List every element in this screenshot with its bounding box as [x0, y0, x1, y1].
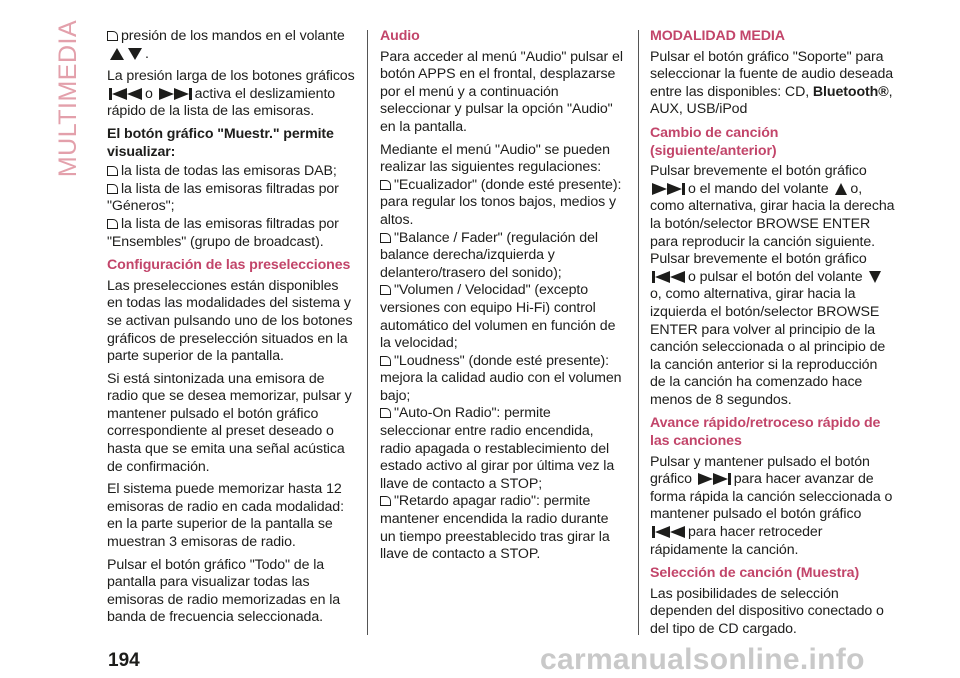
section-heading: Configuración de las preselecciones	[107, 257, 351, 274]
paragraph: Pulsar el botón gráfico "Todo" de la pantalla para visualizar todas las emisoras de radio memorizadas en la banda de frecuencia seleccionada.	[107, 556, 341, 626]
next-track-icon	[159, 87, 193, 101]
section-heading: Avance rápido/retroceso rápido de las canciones	[650, 415, 881, 450]
section-heading: Selección de canción (Muestra)	[650, 565, 860, 582]
arrow-down-icon	[868, 270, 882, 284]
bullet-icon	[380, 496, 391, 506]
paragraph: La presión larga de los botones gráficos o activa el deslizamiento rápido de la lista de las emisoras.	[107, 68, 355, 120]
list-item: la lista de todas las emisoras DAB;	[107, 163, 355, 181]
arrow-up-icon	[834, 182, 848, 196]
paragraph: El sistema puede memorizar hasta 12 emisoras de radio en cada modalidad: en la parte superior de la pantalla se muestran 3 emisoras de radio.	[107, 481, 344, 551]
column-3	[650, 28, 896, 644]
paragraph: Para acceder al menú "Audio" pulsar el botón APPS en el frontal, desplazarse por el menú y a continuación seleccionar y pulsar la opción "Audio" en la pantalla.	[380, 48, 623, 135]
list-item: la lista de las emisoras filtradas por "Ensembles" (grupo de broadcast).	[107, 215, 339, 250]
bullet-icon	[380, 285, 391, 295]
bullet-icon	[380, 356, 391, 366]
list-item: "Retardo apagar radio": permite mantener encendida la radio durante un tiempo preestablecido tras girar la llave de contacto a STOP.	[380, 493, 610, 563]
bullet-icon	[380, 180, 391, 190]
next-track-icon	[652, 182, 686, 196]
bullet-icon	[107, 166, 118, 176]
column-divider	[367, 30, 368, 635]
bullet-icon	[380, 408, 391, 418]
next-track-icon	[698, 472, 732, 486]
paragraph: Las posibilidades de selección dependen del dispositivo conectado o del tipo de CD cargado.	[650, 585, 884, 637]
previous-track-icon	[109, 87, 143, 101]
column-divider	[638, 30, 639, 635]
section-label: MULTIMEDIA	[54, 19, 83, 177]
list-item: "Volumen / Velocidad" (excepto versiones con equipo Hi-Fi) control automático del volumen en función de la velocidad;	[380, 282, 616, 352]
bullet-icon	[107, 219, 118, 229]
watermark: carmanualsonline.info	[540, 643, 865, 676]
bullet-icon	[107, 31, 118, 41]
paragraph: Pulsar el botón gráfico "Soporte" para seleccionar la fuente de audio deseada entre las disponibles: CD, Bluetooth®, AUX, USB/iPod	[650, 48, 894, 118]
list-item: "Loudness" (donde esté presente): mejora la calidad audio con el volumen bajo;	[380, 352, 622, 404]
paragraph: Las preselecciones están disponibles en todas las modalidades del sistema y se activan pulsando uno de los botones gráficos de preselección situados en la parte superior de la pantalla.	[107, 277, 353, 365]
list-item: "Ecualizador" (donde esté presente): para regular los tonos bajos, medios y altos.	[380, 176, 622, 228]
paragraph: Pulsar brevemente el botón gráfico o el mando del volante o, como alternativa, girar hacia la derecha la botón/selector BROWSE ENTER para reproducir la canción siguiente. Pulsar brevemente el botón gráfico o pulsar el botón del volante o, como alternativa, girar hacia la izquierda el botón/selector BROWSE ENTER para volver al principio de la canción seleccionada o al principio de la canción anterior si la reproducción de la canción ha comenzado hace menos de 8 segundos.	[650, 163, 895, 408]
column-2	[380, 28, 624, 564]
paragraph: Pulsar y mantener pulsado el botón gráfico para hacer avanzar de forma rápida la canción seleccionada o mantener pulsado el botón gráfico para hacer retroceder rápidamente la canción.	[650, 453, 893, 558]
bullet-icon	[380, 233, 391, 243]
previous-track-icon	[652, 270, 686, 284]
section-heading: Audio	[380, 28, 420, 44]
list-item: "Auto-On Radio": permite seleccionar entre radio encendida, radio apagada o restablecimiento del estado activo al girar por última vez la llave de contacto a STOP;	[380, 405, 615, 492]
list-item: "Balance / Fader" (regulación del balance derecha/izquierda y delantero/trasero del sonido);	[380, 229, 598, 281]
paragraph: Mediante el menú "Audio" se pueden realizar las siguientes regulaciones:	[380, 141, 610, 176]
previous-track-icon	[652, 525, 686, 539]
section-heading: MODALIDAD MEDIA	[650, 28, 785, 44]
volume-up-down-arrows-icon	[109, 47, 143, 61]
page-number: 194	[108, 650, 140, 671]
column-1	[107, 28, 355, 632]
paragraph: presión de los mandos en el volante .	[107, 28, 355, 63]
bullet-icon	[107, 184, 118, 194]
paragraph: Si está sintonizada una emisora de radio que se desea memorizar, pulsar y mantener pulsado el botón gráfico correspondiente al preset deseado o hasta que se emita una señal acústica de confirmación.	[107, 370, 352, 475]
list-item: la lista de las emisoras filtradas por "Géneros";	[107, 180, 339, 215]
section-heading: Cambio de canción (siguiente/anterior)	[650, 124, 779, 159]
subheading: El botón gráfico "Muestr." permite visualizar:	[107, 125, 334, 160]
